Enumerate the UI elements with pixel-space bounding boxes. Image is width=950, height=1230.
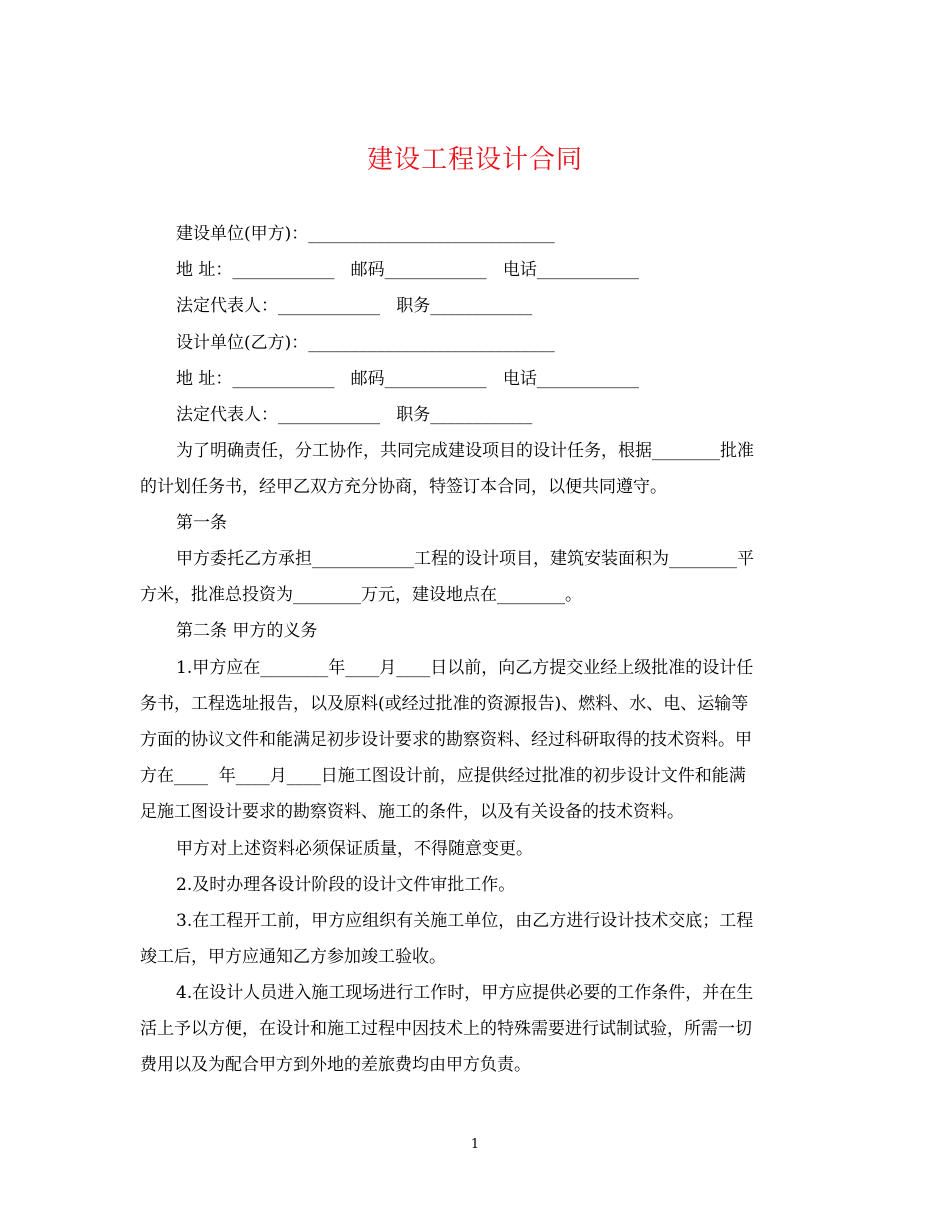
intro-paragraph-line-2: 的计划任务书，经甲乙双方充分协商，特签订本合同，以便共同遵守。 [140, 477, 667, 497]
party-b-representative-line: 法定代表人：____________ 职务____________ [176, 405, 533, 425]
article-one-line-2: 方米，批准总投资为________万元，建设地点在________。 [140, 585, 582, 605]
clause-2-line: 2.及时办理各设计阶段的设计文件审批工作。 [176, 875, 516, 895]
clause-1-line-5: 足施工图设计要求的勘察资料、施工的条件，以及有关设备的技术资料。 [140, 802, 684, 822]
clause-1-line-4: 方在____ 年____月____日施工图设计前，应提供经过批准的初步设计文件和能满 [140, 766, 746, 786]
article-two-heading: 第二条 甲方的义务 [176, 621, 318, 641]
clause-1-line-1: 1.甲方应在________年____月____日以前，向乙方提交业经上级批准的设计任 [176, 658, 754, 678]
article-one-line-1: 甲方委托乙方承担____________工程的设计项目，建筑安装面积为________平 [176, 549, 754, 569]
clause-4-line-3: 费用以及为配合甲方到外地的差旅费均由甲方负责。 [140, 1055, 531, 1075]
article-one-heading: 第一条 [176, 513, 227, 533]
clause-1-line-2: 务书，工程选址报告，以及原料(或经过批准的资源报告)、燃料、水、电、运输等 [140, 694, 749, 714]
party-a-name-line: 建设单位(甲方)：_____________________________ [176, 224, 555, 244]
party-a-address-line: 地 址：____________ 邮码____________ 电话____________ [176, 260, 639, 280]
clause-3-line-2: 竣工后，甲方应通知乙方参加竣工验收。 [140, 947, 446, 967]
party-a-representative-line: 法定代表人：____________ 职务____________ [176, 296, 533, 316]
party-b-name-line: 设计单位(乙方)：_____________________________ [176, 333, 555, 353]
clause-4-line-1: 4.在设计人员进入施工现场进行工作时，甲方应提供必要的工作条件，并在生 [176, 983, 754, 1003]
clause-3-line-1: 3.在工程开工前，甲方应组织有关施工单位，由乙方进行设计技术交底；工程 [176, 911, 754, 931]
clause-4-line-2: 活上予以方便，在设计和施工过程中因技术上的特殊需要进行试制试验，所需一切 [140, 1019, 752, 1039]
party-b-address-line: 地 址：____________ 邮码____________ 电话____________ [176, 369, 639, 389]
clause-1-line-3: 方面的协议文件和能满足初步设计要求的勘察资料、经过科研取得的技术资料。甲 [140, 730, 752, 750]
page-number: 1 [470, 1137, 480, 1152]
document-title: 建设工程设计合同 [366, 145, 583, 175]
quality-guarantee-line: 甲方对上述资料必须保证质量，不得随意变更。 [176, 839, 533, 859]
intro-paragraph-line-1: 为了明确责任，分工协作，共同完成建设项目的设计任务，根据________批准 [176, 441, 754, 461]
